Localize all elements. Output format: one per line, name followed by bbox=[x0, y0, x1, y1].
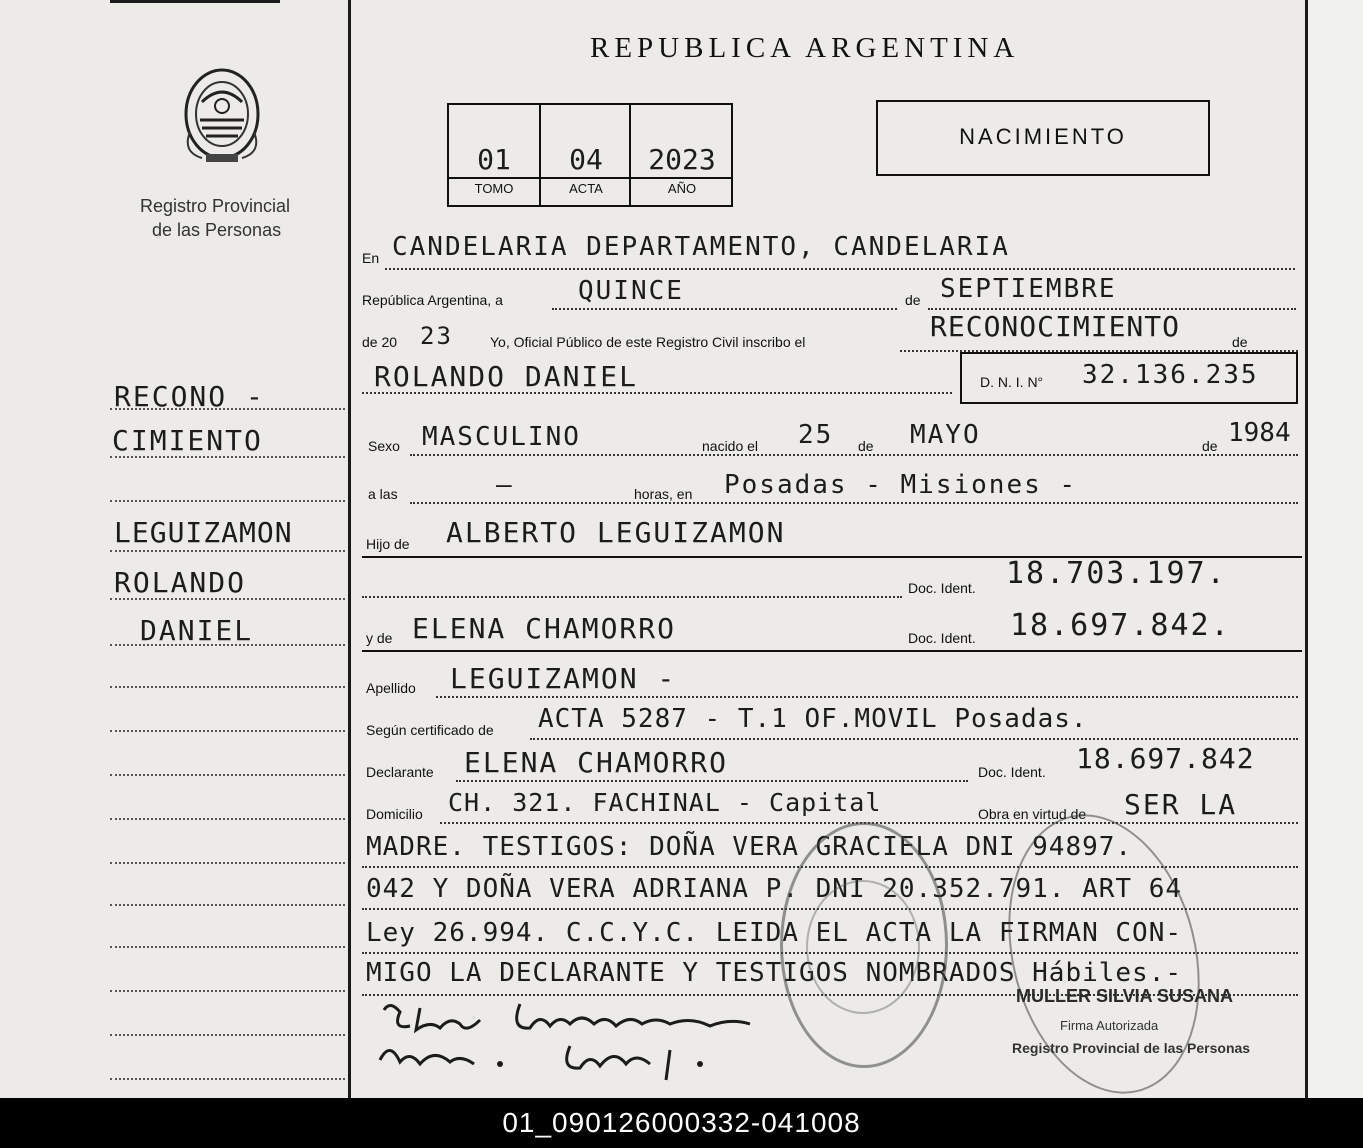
field-dia: QUINCE bbox=[578, 276, 684, 306]
label-obra: Obra en virtud de bbox=[978, 806, 1087, 822]
field-doc-padre: 18.703.197. bbox=[1006, 556, 1227, 591]
label-de-nac: de bbox=[858, 438, 874, 454]
field-certificado: ACTA 5287 - T.1 OF.MOVIL Posadas. bbox=[538, 704, 1088, 734]
label-doc-ident-padre: Doc. Ident. bbox=[908, 580, 976, 596]
label-segun: Según certificado de bbox=[366, 722, 494, 738]
label-doc-ident-declarante: Doc. Ident. bbox=[978, 764, 1046, 780]
margin-note-line1: RECONO - bbox=[114, 380, 265, 413]
label-doc-ident-madre: Doc. Ident. bbox=[908, 630, 976, 646]
label-en: En bbox=[362, 250, 380, 266]
field-acto: RECONOCIMIENTO bbox=[930, 310, 1181, 343]
label-de-mes: de bbox=[905, 292, 921, 308]
body-line4: MIGO LA DECLARANTE Y TESTIGOS NOMBRADOS Hábiles.- bbox=[366, 958, 1183, 988]
label-nacido: nacido el bbox=[702, 438, 759, 454]
field-madre: ELENA CHAMORRO bbox=[412, 612, 677, 645]
margin-note-line4: ROLANDO bbox=[114, 566, 247, 599]
province-emblem-icon bbox=[172, 62, 272, 172]
margin-note-line3: LEGUIZAMON bbox=[114, 516, 293, 549]
registry-name-line1: Registro Provincial bbox=[140, 196, 291, 216]
ano-value: 2023 bbox=[648, 143, 716, 176]
label-de-anio: de bbox=[1202, 438, 1218, 454]
field-dni: 32.136.235 bbox=[1082, 360, 1259, 390]
act-type-box bbox=[876, 100, 1210, 176]
top-rule bbox=[110, 0, 280, 3]
label-a-las: a las bbox=[368, 486, 398, 502]
label-apellido: Apellido bbox=[366, 680, 416, 696]
tomo-label: TOMO bbox=[474, 181, 514, 196]
sheet-margin bbox=[1308, 0, 1363, 1098]
field-doc-declarante: 18.697.842 bbox=[1076, 742, 1255, 775]
label-dni: D. N. I. N° bbox=[980, 374, 1044, 390]
body-line3: Ley 26.994. C.C.Y.C. LEIDA EL ACTA LA FIRMAN CON- bbox=[366, 918, 1183, 948]
ano-label: AÑO bbox=[667, 181, 697, 196]
field-domicilio: CH. 321. FACHINAL - Capital bbox=[448, 788, 882, 817]
field-lugar: CANDELARIA DEPARTAMENTO, CANDELARIA bbox=[392, 232, 1010, 262]
body-line1: MADRE. TESTIGOS: DOÑA VERA GRACIELA DNI 94897. bbox=[366, 832, 1133, 862]
document-title: REPUBLICA ARGENTINA bbox=[590, 32, 1020, 64]
label-hijo-de: Hijo de bbox=[366, 536, 410, 552]
acta-label: ACTA bbox=[569, 181, 603, 196]
field-obra: SER LA bbox=[1124, 788, 1238, 821]
label-de20: de 20 bbox=[362, 334, 398, 350]
acta-value: 04 bbox=[569, 143, 603, 176]
label-oficial: Yo, Oficial Público de este Registro Civil inscribo el bbox=[490, 334, 806, 350]
label-de-suffix: de bbox=[1232, 334, 1248, 350]
registry-name-line2: de las Personas bbox=[152, 220, 282, 240]
declarant-signature-icon bbox=[370, 990, 790, 1090]
field-padre: ALBERTO LEGUIZAMON bbox=[446, 516, 786, 549]
label-firma-autorizada: Firma Autorizada bbox=[1060, 1018, 1159, 1033]
tomo-value: 01 bbox=[477, 143, 511, 176]
field-anio: 23 bbox=[420, 322, 453, 350]
label-republica: República Argentina, a bbox=[362, 292, 503, 308]
field-mes-nac: MAYO bbox=[910, 420, 981, 450]
margin-note-line5: DANIEL bbox=[140, 614, 254, 647]
field-sexo: MASCULINO bbox=[422, 422, 581, 452]
field-doc-madre: 18.697.842. bbox=[1010, 608, 1231, 643]
field-nombre: ROLANDO DANIEL bbox=[374, 360, 639, 393]
label-domicilio: Domicilio bbox=[366, 806, 423, 822]
label-y-de: y de bbox=[366, 630, 393, 646]
act-type-label: NACIMIENTO bbox=[959, 124, 1127, 149]
field-apellido: LEGUIZAMON - bbox=[450, 662, 677, 695]
field-dia-nac: 25 bbox=[798, 420, 834, 450]
record-number-box bbox=[447, 103, 733, 207]
label-horas-en: horas, en bbox=[634, 486, 693, 502]
field-hora: — bbox=[496, 470, 514, 500]
field-declarante: ELENA CHAMORRO bbox=[464, 746, 729, 779]
margin-divider bbox=[348, 0, 351, 1098]
official-seal-inner bbox=[806, 880, 920, 1014]
field-lugar-nac: Posadas - Misiones - bbox=[724, 470, 1078, 500]
field-mes: SEPTIEMBRE bbox=[940, 274, 1117, 304]
margin-note-line2: CIMIENTO bbox=[112, 424, 263, 457]
label-declarante: Declarante bbox=[366, 764, 434, 780]
label-sexo: Sexo bbox=[368, 438, 400, 454]
official-name: MULLER SILVIA SUSANA bbox=[1016, 986, 1234, 1006]
file-id-bar: 01_090126000332-041008 bbox=[0, 1098, 1363, 1148]
label-registro-provincial: Registro Provincial de las Personas bbox=[1012, 1040, 1251, 1056]
field-anio-nac: 1984 bbox=[1228, 418, 1291, 448]
body-line2: 042 Y DOÑA VERA ADRIANA P. DNI 20.352.791. ART 64 bbox=[366, 874, 1183, 904]
